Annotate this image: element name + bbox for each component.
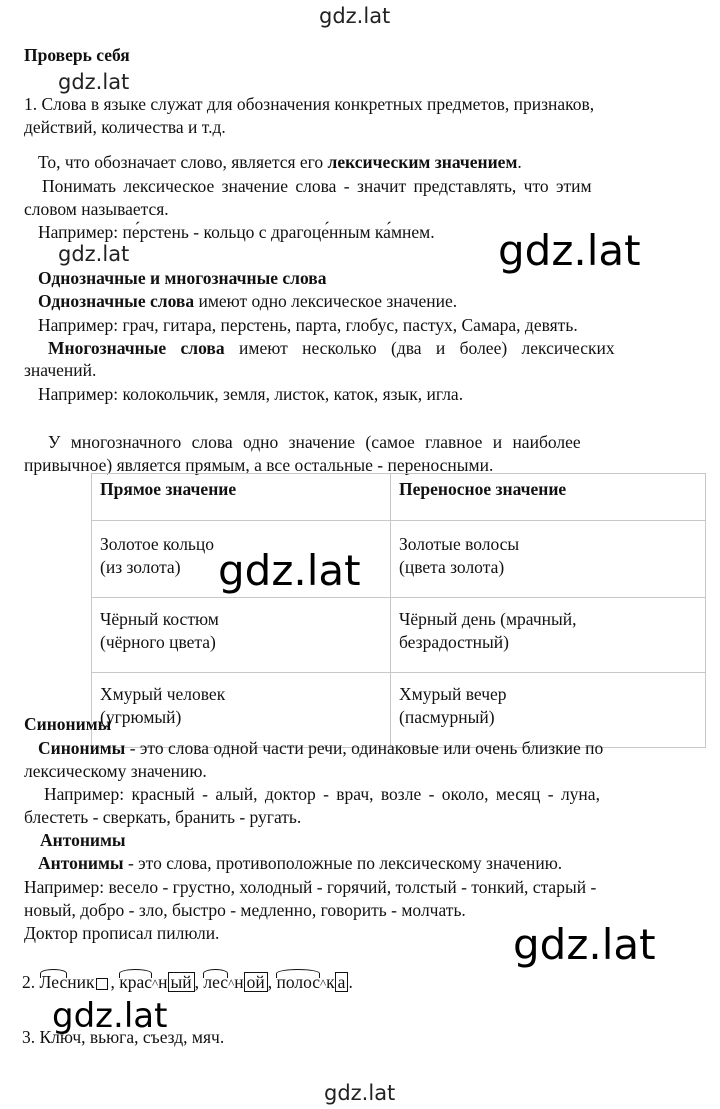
root-text: полос <box>276 972 321 992</box>
p7-term: Многозначные слова <box>48 338 225 358</box>
cell-line: Чёрный день (мрачный, <box>399 609 577 629</box>
p2-term-lexical-meaning: лексическим значением <box>327 152 518 172</box>
p2 <box>38 152 522 173</box>
morpheme-analysis <box>22 970 353 993</box>
suffix-text: н <box>234 972 244 992</box>
p7-line1 <box>48 338 615 359</box>
p1-line1 <box>24 94 698 115</box>
p7-after: имеют несколько (два и более) лексических <box>224 338 615 358</box>
p5 <box>38 291 457 312</box>
cell-line: (чёрного цвета) <box>100 632 216 652</box>
p10-line1 <box>38 738 603 759</box>
p3-line2: словом называется. <box>24 199 169 219</box>
suffix-mark-icon: ^ <box>320 975 327 991</box>
table-row <box>92 673 706 748</box>
zero-ending-box <box>96 978 108 990</box>
root-text: Лес <box>39 972 68 992</box>
page-title: Проверь себя <box>24 45 130 65</box>
task-number-2: 2. <box>22 972 36 992</box>
table-header-row <box>92 474 706 521</box>
p7-line2: значений. <box>24 360 97 380</box>
watermark-small-1: gdz.lat <box>58 70 130 94</box>
section-synonyms: Синонимы <box>24 714 112 734</box>
p10-after: - это слова одной части речи, одинаковые или очень близкие по <box>125 738 604 758</box>
watermark-top: gdz.lat <box>319 4 391 28</box>
p12 <box>38 853 562 874</box>
p2-before: То, что обозначает слово, является его <box>38 152 328 172</box>
root-mark <box>276 970 320 993</box>
root-text: лес <box>203 972 229 992</box>
p11-line1: Например: красный - алый, доктор - врач, возле - около, месяц - луна, <box>44 784 600 804</box>
cell-line: Хмурый вечер <box>399 684 507 704</box>
comma: , <box>194 972 199 992</box>
comma: , <box>110 972 115 992</box>
suffix-text: к <box>326 972 335 992</box>
table-row <box>92 598 706 673</box>
cell-line: (цвета золота) <box>399 557 505 577</box>
section-single-multi: Однозначные и многозначные слова <box>38 268 327 288</box>
watermark-large-4: gdz.lat <box>52 996 168 1036</box>
ending-box <box>168 972 195 992</box>
ending-text: ый <box>170 972 192 992</box>
p8-example: Например: колокольчик, земля, листок, каток, язык, игла. <box>38 384 464 404</box>
ending-box <box>335 972 349 992</box>
table-row <box>92 521 706 598</box>
p3-line1: Понимать лексическое значение слова - значит представлять, что этим <box>42 176 592 196</box>
ending-box <box>244 972 268 992</box>
p10-term: Синонимы <box>38 738 126 758</box>
table-header-direct: Прямое значение <box>92 474 391 521</box>
p4-example: Например: пе́рстень - кольцо с драгоце́нным ка́мнем. <box>38 222 435 242</box>
suffix-text: н <box>158 972 168 992</box>
p13-line2: новый, добро - зло, быстро - медленно, говорить - молчать. <box>24 900 466 920</box>
p13-line3: Доктор прописал пилюли. <box>24 923 220 943</box>
table-cell <box>92 521 391 598</box>
cell-line: Золотые волосы <box>399 534 520 554</box>
cell-line: безрадостный) <box>399 632 509 652</box>
suffix-mark-icon: ^ <box>152 975 159 991</box>
root-mark <box>40 970 68 993</box>
root-mark <box>119 970 152 993</box>
p14-task3: 3. Ключ, вьюга, съезд, мяч. <box>22 1027 225 1047</box>
meaning-table <box>91 473 706 748</box>
watermark-large-1: gdz.lat <box>498 226 641 275</box>
section-antonyms: Антонимы <box>40 830 126 850</box>
table-cell <box>391 521 706 598</box>
root-mark <box>203 970 228 993</box>
suffix-text: ник <box>67 972 95 992</box>
watermark-large-3: gdz.lat <box>513 920 656 969</box>
comma: , <box>267 972 273 992</box>
p5-after: имеют одно лексическое значение. <box>194 291 458 311</box>
table-cell <box>391 598 706 673</box>
p13-line1: Например: весело - грустно, холодный - горячий, толстый - тонкий, старый - <box>24 877 597 897</box>
p9-line1: У многозначного слова одно значение (самое главное и наиболее <box>48 432 581 452</box>
ending-text: ой <box>246 972 265 992</box>
p9-line2: привычное) является прямым, а все остальные - переносными. <box>24 455 494 475</box>
p1-line1-text: 1. Слова в языке служат для обозначения конкретных предметов, признаков, <box>24 94 595 114</box>
suffix-mark-icon: ^ <box>228 975 235 991</box>
watermark-small-2: gdz.lat <box>58 242 130 266</box>
cell-line: (угрюмый) <box>100 707 182 727</box>
cell-line: (из золота) <box>100 557 181 577</box>
p1-line2: действий, количества и т.д. <box>24 117 226 137</box>
table-cell <box>92 598 391 673</box>
table-cell <box>391 673 706 748</box>
p2-after: . <box>517 152 522 172</box>
cell-line: Чёрный костюм <box>100 609 219 629</box>
p11-line2: блестеть - сверкать, бранить - ругать. <box>24 807 302 827</box>
p10-line2: лексическому значению. <box>24 761 207 781</box>
watermark-bottom: gdz.lat <box>324 1081 396 1105</box>
ending-text: а <box>337 972 346 992</box>
p5-term: Однозначные слова <box>38 291 195 311</box>
cell-line: Хмурый человек <box>100 684 226 704</box>
p6-example: Например: грач, гитара, перстень, парта, глобус, пастух, Самара, девять. <box>38 315 578 335</box>
cell-line: Золотое кольцо <box>100 534 215 554</box>
p12-after: - это слова, противоположные по лексическому значению. <box>123 853 563 873</box>
table-header-figurative: Переносное значение <box>391 474 706 521</box>
cell-line: (пасмурный) <box>399 707 495 727</box>
root-text: крас <box>119 972 153 992</box>
p12-term: Антонимы <box>38 853 124 873</box>
table-cell <box>92 673 391 748</box>
watermark-large-2: gdz.lat <box>218 546 361 595</box>
period: . <box>348 972 353 992</box>
